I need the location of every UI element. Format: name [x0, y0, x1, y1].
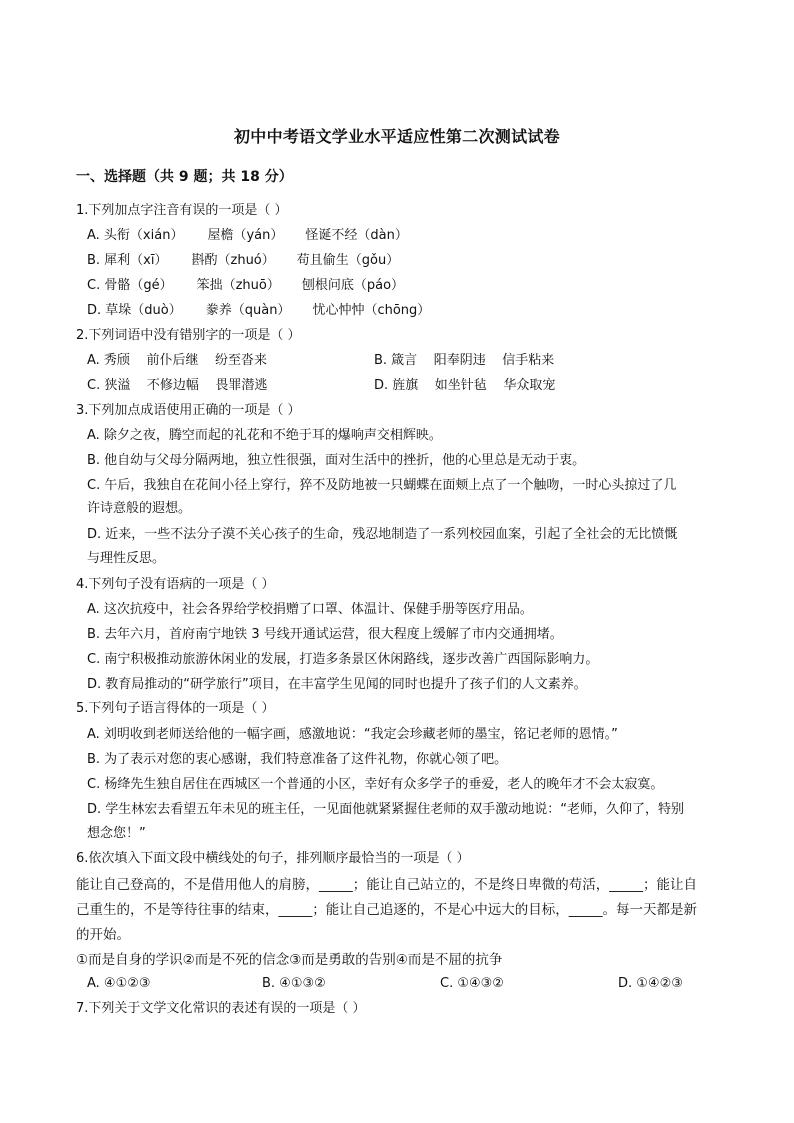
question-1-option-a: A. 头衔（xián） 屋檐（yán） 怪诞不经（dàn）	[87, 228, 408, 243]
question-6-option-c: C. ①④③②	[440, 976, 504, 991]
question-3-option-d-line2: 与理性反思。	[87, 551, 166, 566]
question-1-stem: 1.下列加点字注音有误的一项是（ ）	[76, 203, 288, 218]
question-6-passage-line3: 的开始。	[76, 927, 130, 943]
question-5-option-b: B. 为了表示对您的衷心感谢，我们特意准备了这件礼物，你就心领了吧。	[87, 752, 508, 767]
question-5-option-a: A. 刘明收到老师送给他的一幅字画，感激地说：“我定会珍藏老师的墨宝，铭记老师的恩情。”	[87, 727, 618, 742]
question-1-option-b: B. 犀利（xī） 斟酌（zhuó） 苟且偷生（gǒu）	[87, 253, 400, 268]
question-1-option-d: D. 草垛（duò） 豢养（quàn） 忧心忡忡（chōng）	[87, 303, 431, 318]
question-6-stem: 6.依次填入下面文段中横线处的句子，排列顺序最恰当的一项是（ ）	[76, 851, 470, 866]
question-2-option-c: C. 狭溢 不修边幅 畏罪潜逃	[87, 378, 268, 393]
page-title: 初中中考语文学业水平适应性第二次测试试卷	[233, 127, 560, 146]
question-3-option-b: B. 他自幼与父母分隔两地，独立性很强，面对生活中的挫折，他的心里总是无动于衷。	[87, 453, 586, 468]
question-4-option-d: D. 教育局推动的“研学旅行”项目，在丰富学生见闻的同时也提升了孩子们的人文素养。	[87, 677, 587, 692]
question-3-option-c-line1: C. 午后，我独自在花间小径上穿行，猝不及防地被一只蝴蝶在面颊上点了一个触吻，一时心头掠过了几	[87, 478, 677, 493]
question-5-stem: 5.下列句子语言得体的一项是（ ）	[76, 701, 275, 716]
question-2-option-a: A. 秀颀 前仆后继 纷至沓来	[87, 353, 267, 368]
question-6-option-a: A. ④①②③	[87, 976, 151, 991]
question-2-option-d: D. 旌旗 如坐针毡 华众取宠	[374, 378, 556, 393]
question-2-stem: 2.下列词语中没有错别字的一项是（ ）	[76, 328, 301, 343]
question-3-option-a: A. 除夕之夜，腾空而起的礼花和不绝于耳的爆响声交相辉映。	[87, 428, 442, 443]
question-2-option-b: B. 箴言 阳奉阴违 信手粘来	[374, 353, 555, 368]
question-3-option-d-line1: D. 近来，一些不法分子漠不关心孩子的生命，残忍地制造了一系列校园血案，引起了全社会的无比愤慨	[87, 527, 678, 542]
question-4-option-b: B. 去年六月，首府南宁地铁 3 号线开通试运营，很大程度上缓解了市内交通拥堵。	[87, 627, 563, 642]
question-4-stem: 4.下列句子没有语病的一项是（ ）	[76, 577, 275, 592]
question-6-passage-line2: 己重生的，不是等待往事的结束，_____；能让自己追逐的，不是心中远大的目标，_____。每一天都是新	[76, 902, 697, 918]
question-6-sentence-items: ①而是自身的学识②而是不死的信念③而是勇敢的告别④而是不屈的抗争	[76, 952, 503, 968]
section-heading: 一、选择题（共 9 题；共 18 分）	[76, 169, 293, 185]
question-5-option-d-line1: D. 学生林宏去看望五年未见的班主任，一见面他就紧紧握住老师的双手激动地说：“老师，久仰了，特别	[87, 802, 685, 817]
question-3-option-c-line2: 许诗意般的遐想。	[87, 501, 192, 516]
question-1-option-c: C. 骨骼（gé） 笨拙（zhuō） 刨根问底（páo）	[87, 278, 405, 293]
question-6-passage-line1: 能让自己登高的，不是借用他人的肩膀，_____；能让自己站立的，不是终日卑微的苟活，_____；能让自	[76, 877, 697, 893]
question-5-option-d-line2: 想念您！”	[87, 826, 146, 841]
question-5-option-c: C. 杨绛先生独自居住在西城区一个普通的小区，幸好有众多学子的垂爱，老人的晚年才不会太寂寞。	[87, 777, 664, 792]
question-4-option-a: A. 这次抗疫中，社会各界给学校捐赠了口罩、体温计、保健手册等医疗用品。	[87, 602, 533, 617]
question-6-option-b: B. ④①③②	[262, 976, 326, 991]
question-6-option-d: D. ①④②③	[618, 976, 683, 991]
question-7-stem: 7.下列关于文学文化常识的表述有误的一项是（ ）	[76, 1001, 366, 1016]
question-4-option-c: C. 南宁积极推动旅游休闲业的发展，打造多条景区休闲路线，逐步改善广西国际影响力。	[87, 652, 599, 667]
question-3-stem: 3.下列加点成语使用正确的一项是（ ）	[76, 403, 301, 418]
